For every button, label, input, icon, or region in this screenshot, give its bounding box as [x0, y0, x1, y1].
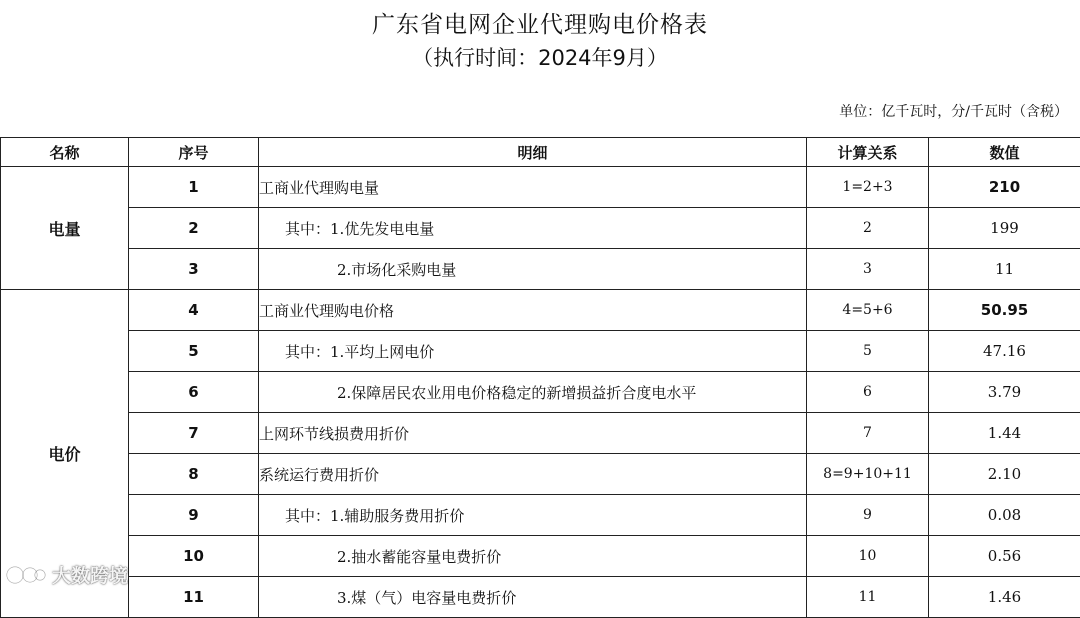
row-value: 199: [929, 208, 1080, 249]
row-calc: 10: [807, 536, 929, 577]
header-detail: 明细: [259, 138, 807, 167]
row-seq: 9: [129, 495, 259, 536]
row-calc: 9: [807, 495, 929, 536]
document-subtitle: （执行时间：2024年9月）: [0, 42, 1080, 72]
table-row: [1, 372, 1080, 413]
table-row: [1, 290, 1080, 331]
header-value: 数值: [929, 138, 1080, 167]
price-table: [0, 137, 1080, 618]
row-value: 1.44: [929, 413, 1080, 454]
row-value: 0.08: [929, 495, 1080, 536]
row-seq: 2: [129, 208, 259, 249]
row-detail: 2.市场化采购电量: [259, 249, 807, 290]
row-detail: 其中：1.平均上网电价: [259, 331, 807, 372]
row-calc: 1=2+3: [807, 167, 929, 208]
row-seq: 6: [129, 372, 259, 413]
row-detail: 2.保障居民农业用电价格稳定的新增损益折合度电水平: [259, 372, 807, 413]
row-detail: 工商业代理购电价格: [259, 290, 807, 331]
row-calc: 4=5+6: [807, 290, 929, 331]
header-seq: 序号: [129, 138, 259, 167]
row-value: 210: [929, 167, 1080, 208]
row-seq: 8: [129, 454, 259, 495]
row-value: 3.79: [929, 372, 1080, 413]
row-detail: 上网环节线损费用折价: [259, 413, 807, 454]
row-value: 47.16: [929, 331, 1080, 372]
row-detail: 2.抽水蓄能容量电费折价: [259, 536, 807, 577]
table-header-row: [1, 138, 1080, 167]
row-seq: 3: [129, 249, 259, 290]
row-value: 11: [929, 249, 1080, 290]
row-seq: 5: [129, 331, 259, 372]
table-row: [1, 413, 1080, 454]
row-value: 50.95: [929, 290, 1080, 331]
row-calc: 3: [807, 249, 929, 290]
group-price: 电价: [1, 290, 129, 618]
row-value: 2.10: [929, 454, 1080, 495]
header-name: 名称: [1, 138, 129, 167]
table-row: [1, 331, 1080, 372]
table-row: [1, 167, 1080, 208]
row-detail: 其中：1.辅助服务费用折价: [259, 495, 807, 536]
table-row: [1, 577, 1080, 618]
table-row: [1, 249, 1080, 290]
table-row: [1, 536, 1080, 577]
row-calc: 2: [807, 208, 929, 249]
header-calc: 计算关系: [807, 138, 929, 167]
row-detail: 其中：1.优先发电电量: [259, 208, 807, 249]
row-seq: 7: [129, 413, 259, 454]
row-calc: 5: [807, 331, 929, 372]
row-seq: 11: [129, 577, 259, 618]
row-detail: 系统运行费用折价: [259, 454, 807, 495]
table-row: [1, 208, 1080, 249]
unit-note: 单位：亿千瓦时，分/千瓦时（含税）: [839, 101, 1068, 121]
row-calc: 8=9+10+11: [807, 454, 929, 495]
row-value: 1.46: [929, 577, 1080, 618]
document-title: 广东省电网企业代理购电价格表: [0, 6, 1080, 39]
row-calc: 6: [807, 372, 929, 413]
row-seq: 1: [129, 167, 259, 208]
watermark-text: 大数跨境: [52, 561, 128, 588]
group-energy: 电量: [1, 167, 129, 290]
table-row: [1, 495, 1080, 536]
row-detail: 3.煤（气）电容量电费折价: [259, 577, 807, 618]
row-seq: 10: [129, 536, 259, 577]
row-seq: 4: [129, 290, 259, 331]
row-value: 0.56: [929, 536, 1080, 577]
row-calc: 11: [807, 577, 929, 618]
row-calc: 7: [807, 413, 929, 454]
table-row: [1, 454, 1080, 495]
row-detail: 工商业代理购电量: [259, 167, 807, 208]
